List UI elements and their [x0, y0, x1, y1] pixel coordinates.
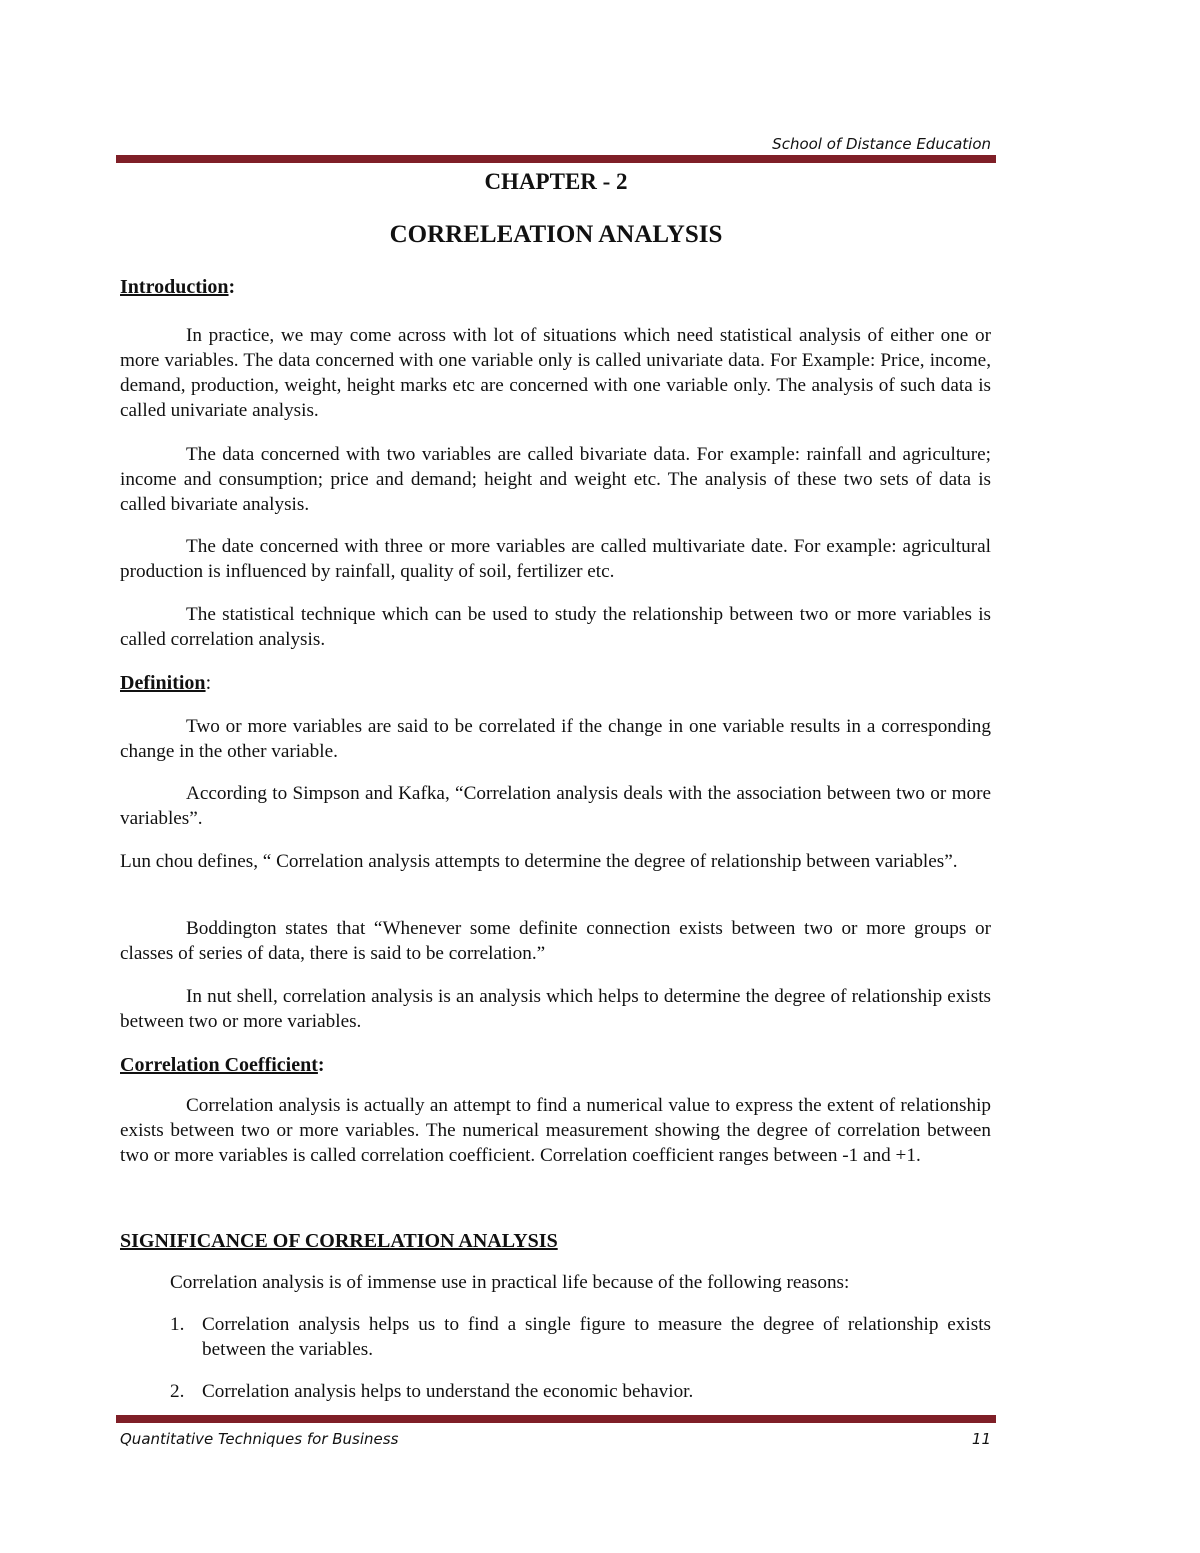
running-header: School of Distance Education [772, 135, 991, 153]
list-item-text: Correlation analysis helps to understand the economic behavior. [202, 1381, 694, 1402]
list-item-number: 2. [170, 1381, 185, 1402]
coefficient-paragraph: Correlation analysis is actually an attempt to find a numerical value to express the extent of relationship exists between two or more variables. The numerical measurement showing the degree of correlation between two or more variables is called correlation coefficient. Correlation coefficient ranges between -1 and +1. [120, 1095, 991, 1166]
significance-heading [120, 1228, 558, 1254]
list-item-number: 1. [170, 1314, 185, 1335]
introduction-heading-colon: : [228, 276, 236, 298]
list-item [170, 1379, 991, 1404]
intro-paragraph-3: The date concerned with three or more variables are called multivariate date. For example: agricultural production is influenced by rainfall, quality of soil, fertilizer etc. [120, 536, 991, 582]
introduction-heading [120, 274, 235, 300]
running-footer-title: Quantitative Techniques for Business [120, 1430, 399, 1448]
chapter-title: CORRELEATION ANALYSIS [389, 221, 723, 248]
intro-paragraph-1: In practice, we may come across with lot of situations which need statistical analysis of either one or more variables. The data concerned with one variable only is called univariate data. For Example: Price, income, demand, production, weight, height marks etc are concerned with one variable only. The analysis of such data is called univariate analysis. [120, 325, 991, 421]
intro-paragraph-2: The data concerned with two variables are called bivariate data. For example: rainfall and agriculture; income and consumption; price and demand; height and weight etc. The analysis of these two sets of data is called bivariate analysis. [120, 444, 991, 515]
chapter-number: CHAPTER - 2 [484, 169, 628, 194]
footer-rule [116, 1415, 996, 1423]
definition-paragraph-5: In nut shell, correlation analysis is an analysis which helps to determine the degree of relationship exists between two or more variables. [120, 986, 991, 1032]
list-item [170, 1312, 991, 1362]
definition-paragraph-4: Boddington states that “Whenever some definite connection exists between two or more groups or classes of series of data, there is said to be correlation.” [120, 918, 991, 964]
definition-heading-colon: : [205, 672, 212, 694]
definition-paragraph-3: Lun chou defines, “ Correlation analysis attempts to determine the degree of relationship between variables”. [120, 851, 958, 872]
intro-paragraph-4: The statistical technique which can be used to study the relationship between two or more variables is called correlation analysis. [120, 604, 991, 650]
introduction-heading-text: Introduction [120, 276, 229, 298]
definition-heading [120, 670, 211, 696]
coefficient-heading-colon: : [317, 1054, 325, 1076]
header-rule [116, 155, 996, 163]
list-item-text: Correlation analysis helps us to find a single figure to measure the degree of relationship exists between the variables. [202, 1314, 991, 1360]
page-number: 11 [971, 1430, 991, 1448]
significance-heading-text: SIGNIFICANCE OF CORRELATION ANALYSIS [120, 1230, 558, 1252]
definition-paragraph-1: Two or more variables are said to be correlated if the change in one variable results in a corresponding change in the other variable. [120, 716, 991, 762]
coefficient-heading [120, 1052, 325, 1078]
significance-intro: Correlation analysis is of immense use in practical life because of the following reasons: [170, 1272, 850, 1293]
definition-heading-text: Definition [120, 672, 206, 694]
coefficient-heading-text: Correlation Coefficient [120, 1054, 318, 1076]
definition-paragraph-2: According to Simpson and Kafka, “Correlation analysis deals with the association between two or more variables”. [120, 783, 991, 829]
